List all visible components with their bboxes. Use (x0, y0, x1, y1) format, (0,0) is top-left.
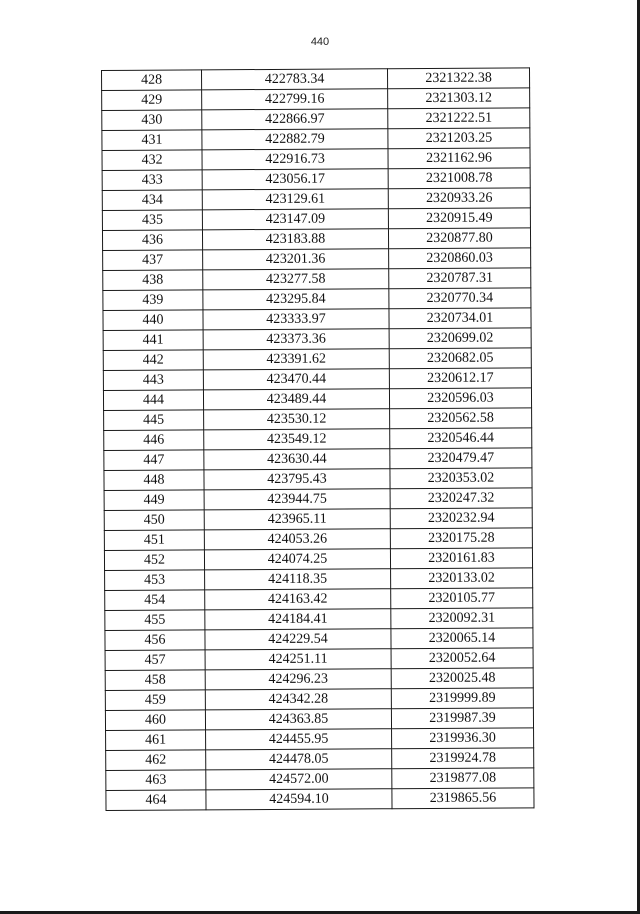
y-coordinate-cell: 2319936.30 (392, 728, 534, 749)
y-coordinate-cell: 2320479.47 (390, 448, 532, 469)
y-coordinate-cell: 2321008.78 (388, 168, 530, 189)
point-number-cell: 445 (104, 410, 204, 431)
coordinate-table (101, 67, 535, 811)
y-coordinate-cell: 2321203.25 (388, 128, 530, 149)
point-number-cell: 454 (105, 590, 205, 611)
x-coordinate-cell: 423489.44 (203, 389, 389, 410)
table-row (105, 668, 533, 691)
y-coordinate-cell: 2320161.83 (390, 548, 532, 569)
table-row (104, 488, 532, 511)
table-row (104, 408, 532, 431)
point-number-cell: 448 (104, 470, 204, 491)
table-row (103, 388, 531, 411)
table-row (104, 548, 532, 571)
x-coordinate-cell: 423944.75 (204, 489, 390, 510)
point-number-cell: 463 (106, 770, 206, 791)
point-number-cell: 460 (105, 710, 205, 731)
x-coordinate-cell: 424363.85 (205, 709, 391, 730)
table-row (104, 528, 532, 551)
x-coordinate-cell: 423056.17 (202, 169, 388, 190)
table-row (102, 208, 530, 231)
x-coordinate-cell: 424342.28 (205, 689, 391, 710)
y-coordinate-cell: 2321162.96 (388, 148, 530, 169)
table-row (106, 748, 534, 771)
y-coordinate-cell: 2320787.31 (389, 268, 531, 289)
point-number-cell: 457 (105, 650, 205, 671)
y-coordinate-cell: 2320682.05 (389, 348, 531, 369)
y-coordinate-cell: 2320699.02 (389, 328, 531, 349)
point-number-cell: 451 (104, 530, 204, 551)
x-coordinate-cell: 424184.41 (205, 609, 391, 630)
x-coordinate-cell: 424251.11 (205, 649, 391, 670)
y-coordinate-cell: 2319999.89 (391, 688, 533, 709)
y-coordinate-cell: 2320860.03 (389, 248, 531, 269)
y-coordinate-cell: 2320247.32 (390, 488, 532, 509)
x-coordinate-cell: 424229.54 (205, 629, 391, 650)
point-number-cell: 459 (105, 690, 205, 711)
table-row (105, 588, 533, 611)
x-coordinate-cell: 424074.25 (204, 549, 390, 570)
table-row (104, 508, 532, 531)
point-number-cell: 434 (102, 190, 202, 211)
table-row (103, 288, 531, 311)
y-coordinate-cell: 2320546.44 (390, 428, 532, 449)
table-row (102, 68, 530, 91)
y-coordinate-cell: 2319987.39 (391, 708, 533, 729)
x-coordinate-cell: 423795.43 (204, 469, 390, 490)
y-coordinate-cell: 2320933.26 (388, 188, 530, 209)
y-coordinate-cell: 2320025.48 (391, 668, 533, 689)
point-number-cell: 430 (102, 110, 202, 131)
y-coordinate-cell: 2320353.02 (390, 468, 532, 489)
coordinate-table-body (102, 68, 535, 811)
y-coordinate-cell: 2320105.77 (391, 588, 533, 609)
table-row (102, 168, 530, 191)
table-row (103, 348, 531, 371)
table-row (106, 728, 534, 751)
y-coordinate-cell: 2320175.28 (390, 528, 532, 549)
table-row (103, 368, 531, 391)
table-row (102, 188, 530, 211)
x-coordinate-cell: 424478.05 (206, 749, 392, 770)
x-coordinate-cell: 423391.62 (203, 349, 389, 370)
y-coordinate-cell: 2320562.58 (390, 408, 532, 429)
y-coordinate-cell: 2319924.78 (392, 748, 534, 769)
y-coordinate-cell: 2320770.34 (389, 288, 531, 309)
table-row (105, 708, 533, 731)
x-coordinate-cell: 423277.58 (203, 269, 389, 290)
table-row (106, 768, 534, 791)
table-row (105, 688, 533, 711)
point-number-cell: 441 (103, 330, 203, 351)
table-row (102, 108, 530, 131)
point-number-cell: 450 (104, 510, 204, 531)
y-coordinate-cell: 2320612.17 (389, 368, 531, 389)
x-coordinate-cell: 422783.34 (202, 69, 388, 90)
y-coordinate-cell: 2320596.03 (389, 388, 531, 409)
table-row (105, 628, 533, 651)
x-coordinate-cell: 423333.97 (203, 309, 389, 330)
table-row (102, 228, 530, 251)
page-number: 440 (310, 36, 330, 48)
y-coordinate-cell: 2320065.14 (391, 628, 533, 649)
y-coordinate-cell: 2321222.51 (388, 108, 530, 129)
table-row (103, 308, 531, 331)
x-coordinate-cell: 423295.84 (203, 289, 389, 310)
point-number-cell: 440 (103, 310, 203, 331)
x-coordinate-cell: 423373.36 (203, 329, 389, 350)
x-coordinate-cell: 424296.23 (205, 669, 391, 690)
point-number-cell: 444 (103, 390, 203, 411)
x-coordinate-cell: 423129.61 (202, 189, 388, 210)
point-number-cell: 461 (106, 730, 206, 751)
point-number-cell: 458 (105, 670, 205, 691)
y-coordinate-cell: 2320052.64 (391, 648, 533, 669)
point-number-cell: 447 (104, 450, 204, 471)
y-coordinate-cell: 2320232.94 (390, 508, 532, 529)
y-coordinate-cell: 2320133.02 (391, 568, 533, 589)
table-row (103, 268, 531, 291)
y-coordinate-cell: 2320734.01 (389, 308, 531, 329)
table-row (105, 608, 533, 631)
point-number-cell: 462 (106, 750, 206, 771)
x-coordinate-cell: 422882.79 (202, 129, 388, 150)
point-number-cell: 436 (102, 230, 202, 251)
point-number-cell: 429 (102, 90, 202, 111)
y-coordinate-cell: 2319865.56 (392, 788, 534, 809)
point-number-cell: 439 (103, 290, 203, 311)
x-coordinate-cell: 422916.73 (202, 149, 388, 170)
x-coordinate-cell: 424572.00 (206, 769, 392, 790)
x-coordinate-cell: 424455.95 (206, 729, 392, 750)
table-row (102, 88, 530, 111)
point-number-cell: 428 (102, 70, 202, 91)
point-number-cell: 453 (105, 570, 205, 591)
point-number-cell: 449 (104, 490, 204, 511)
point-number-cell: 456 (105, 630, 205, 651)
y-coordinate-cell: 2320915.49 (388, 208, 530, 229)
x-coordinate-cell: 424163.42 (205, 589, 391, 610)
y-coordinate-cell: 2321303.12 (388, 88, 530, 109)
table-row (105, 648, 533, 671)
x-coordinate-cell: 423549.12 (204, 429, 390, 450)
point-number-cell: 431 (102, 130, 202, 151)
table-row (103, 328, 531, 351)
y-coordinate-cell: 2319877.08 (392, 768, 534, 789)
x-coordinate-cell: 424118.35 (205, 569, 391, 590)
point-number-cell: 442 (103, 350, 203, 371)
point-number-cell: 433 (102, 170, 202, 191)
x-coordinate-cell: 423470.44 (203, 369, 389, 390)
table-row (104, 468, 532, 491)
point-number-cell: 443 (103, 370, 203, 391)
x-coordinate-cell: 423147.09 (202, 209, 388, 230)
table-row (105, 568, 533, 591)
table-row (104, 448, 532, 471)
x-coordinate-cell: 422799.16 (202, 89, 388, 110)
y-coordinate-cell: 2320092.31 (391, 608, 533, 629)
x-coordinate-cell: 423183.88 (202, 229, 388, 250)
point-number-cell: 455 (105, 610, 205, 631)
table-row (102, 148, 530, 171)
coordinate-table-container (101, 67, 534, 811)
x-coordinate-cell: 423630.44 (204, 449, 390, 470)
y-coordinate-cell: 2320877.80 (388, 228, 530, 249)
x-coordinate-cell: 423201.36 (203, 249, 389, 270)
table-row (103, 248, 531, 271)
point-number-cell: 437 (103, 250, 203, 271)
point-number-cell: 438 (103, 270, 203, 291)
point-number-cell: 464 (106, 790, 206, 811)
table-row (102, 128, 530, 151)
x-coordinate-cell: 424594.10 (206, 789, 392, 810)
x-coordinate-cell: 422866.97 (202, 109, 388, 130)
point-number-cell: 446 (104, 430, 204, 451)
x-coordinate-cell: 423965.11 (204, 509, 390, 530)
point-number-cell: 432 (102, 150, 202, 171)
x-coordinate-cell: 424053.26 (204, 529, 390, 550)
x-coordinate-cell: 423530.12 (204, 409, 390, 430)
table-row (106, 788, 534, 811)
table-row (104, 428, 532, 451)
point-number-cell: 435 (102, 210, 202, 231)
y-coordinate-cell: 2321322.38 (387, 68, 529, 89)
point-number-cell: 452 (104, 550, 204, 571)
